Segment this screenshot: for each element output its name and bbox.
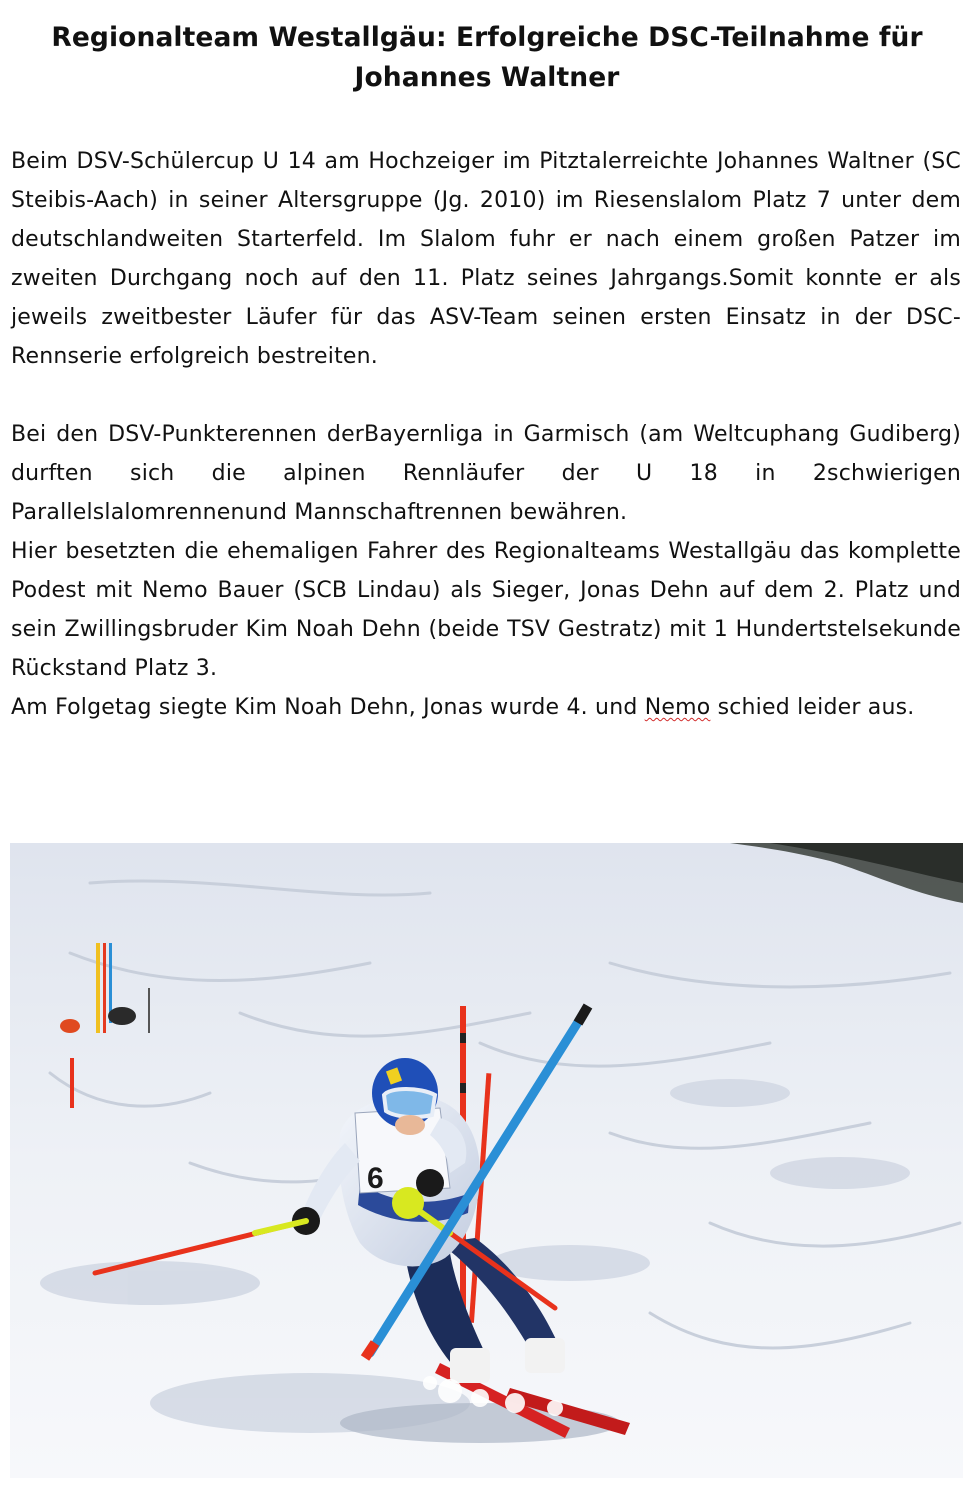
photo-illustration	[10, 843, 963, 1478]
bib-number: 6	[367, 1162, 384, 1195]
paragraph-4-start: Am Folgetag siegte Kim Noah Dehn, Jonas wurde 4. und	[11, 695, 645, 720]
paragraph-gap	[11, 376, 961, 415]
paragraph-4	[11, 688, 961, 727]
paragraph-4-end: schied leider aus.	[710, 695, 915, 720]
paragraph-2: Bei den DSV-Punkterennen derBayernliga in Garmisch (am Weltcuphang Gudiberg) durften sich die alpinen Rennläufer der U 18 in 2schwierigen Parallelslalomrennenund Mannschaftrennen bewähren.	[11, 422, 961, 525]
spellcheck-flagged-word: Nemo	[644, 695, 711, 720]
paragraph-1: Beim DSV-Schülercup U 14 am Hochzeiger im Pitztalerreichte Johannes Waltner (SC Steibis-Aach) in seiner Altersgruppe (Jg. 2010) im Riesenslalom Platz 7 unter dem deutschlandweiten Starterfeld. Im Slalom fuhr er nach einem großen Patzer im zweiten Durchgang noch auf den 11. Platz seines Jahrgangs.Somit konnte er als jeweils zweitbester Läufer für das ASV-Team seinen ersten Einsatz in der DSC-Rennserie erfolgreich bestreiten.	[11, 149, 961, 369]
article-title: Regionalteam Westallgäu: Erfolgreiche DSC-Teilnahme für Johannes Waltner	[51, 22, 923, 93]
paragraph-3: Hier besetzten die ehemaligen Fahrer des Regionalteams Westallgäu das komplette Podest mit Nemo Bauer (SCB Lindau) als Sieger, Jonas Dehn auf dem 2. Platz und sein Zwillingsbruder Kim Noah Dehn (beide TSV Gestratz) mit 1 Hundertstelsekunde Rückstand Platz 3.	[11, 539, 961, 681]
article-body	[11, 142, 961, 727]
slalom-skier-photo	[10, 843, 963, 1478]
